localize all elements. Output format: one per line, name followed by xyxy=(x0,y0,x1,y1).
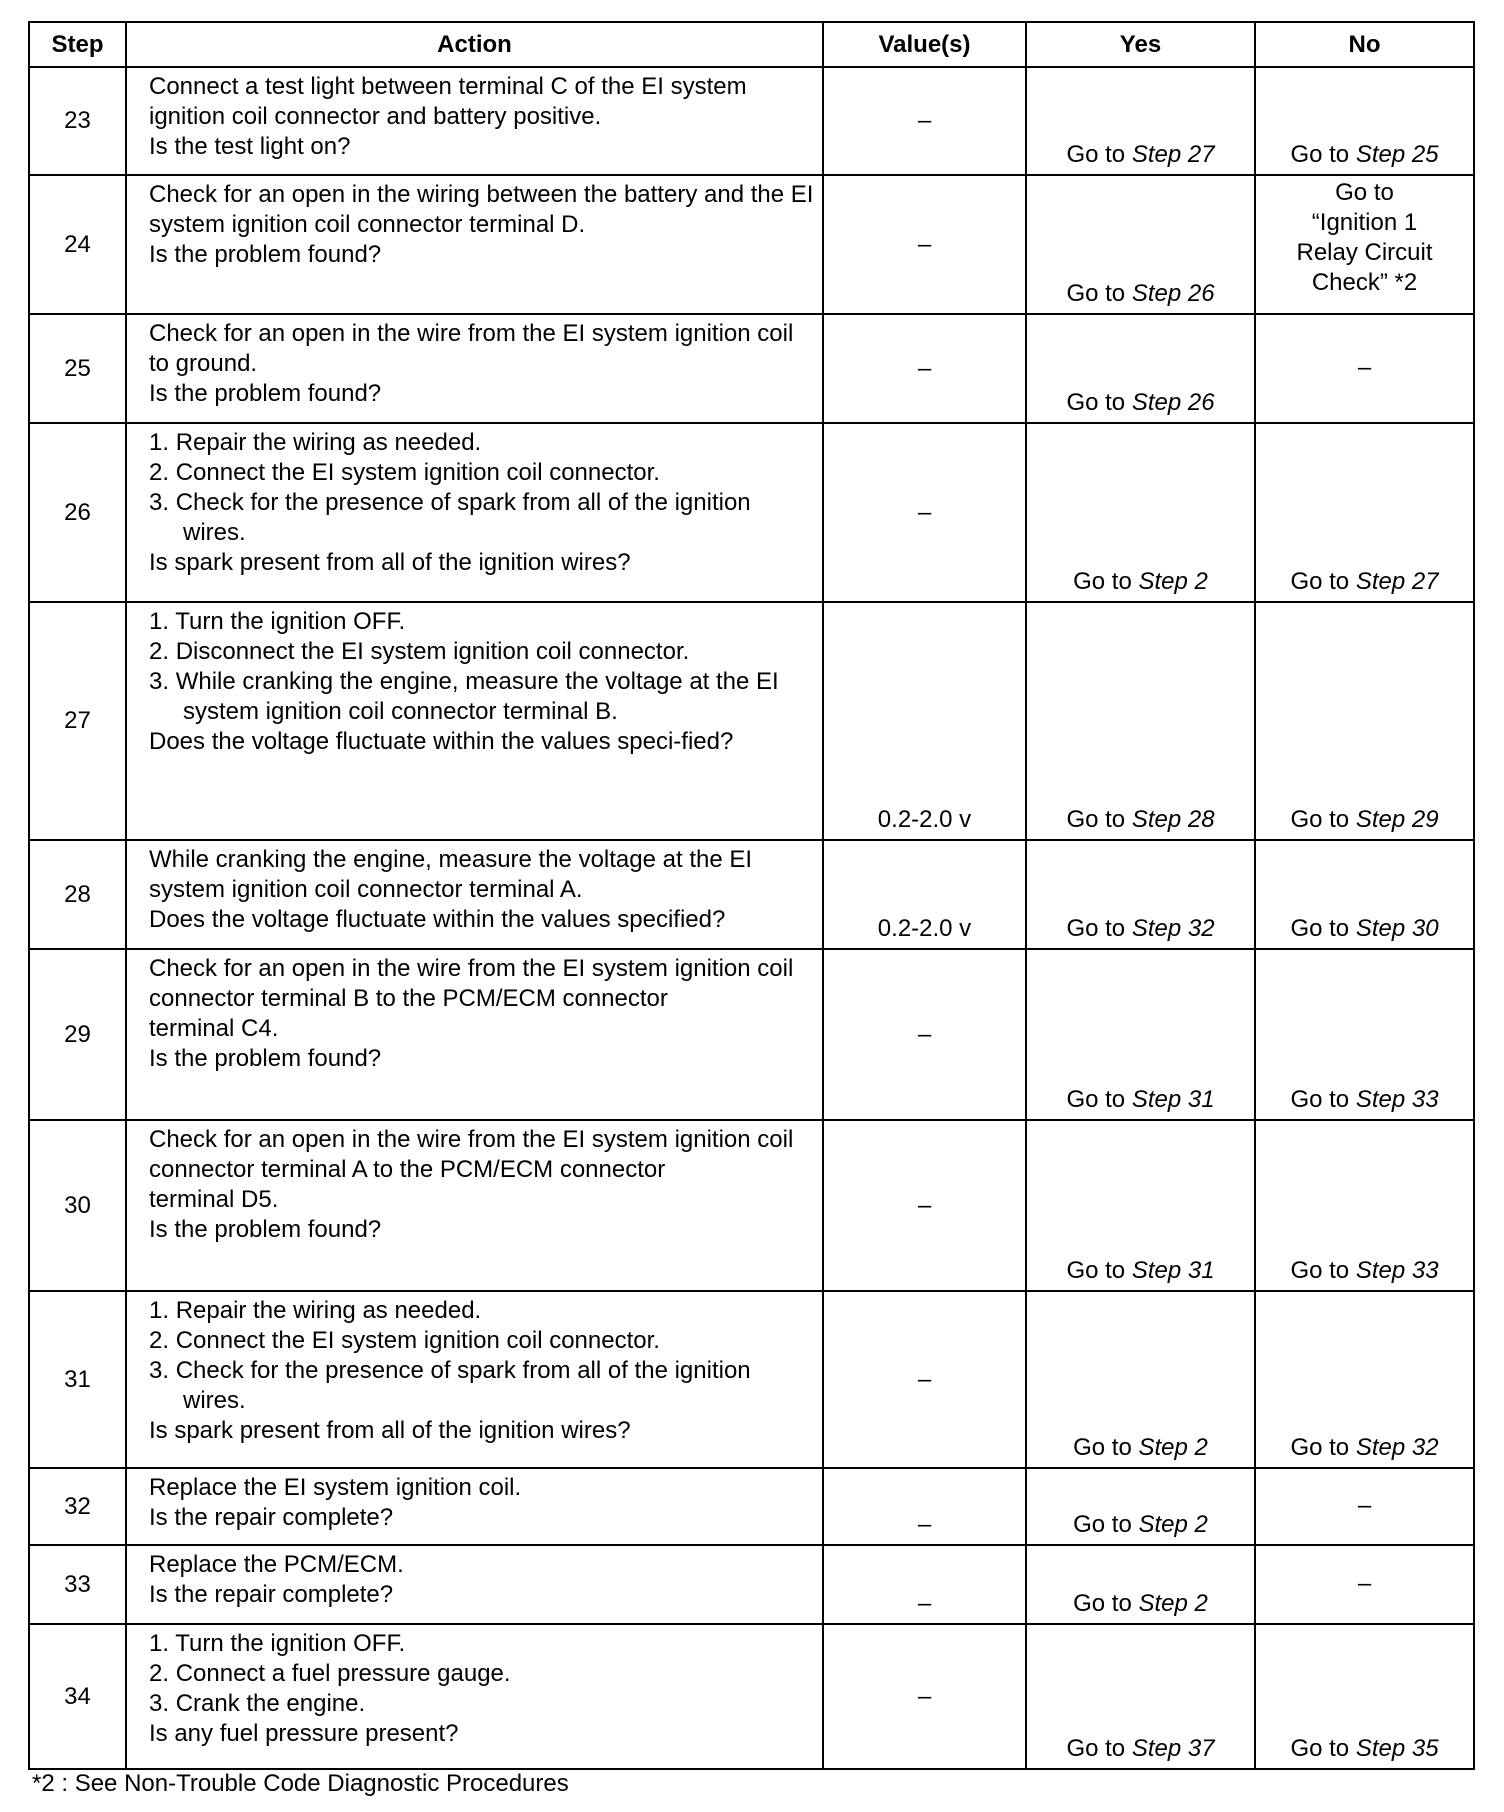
item-number: 3. xyxy=(149,489,170,516)
no-cell: – xyxy=(1255,1468,1474,1545)
step-number: 33 xyxy=(29,1545,126,1624)
step-number: 30 xyxy=(29,1120,126,1291)
action-numbered-item xyxy=(149,1326,816,1356)
goto-step-link[interactable]: Step 26 xyxy=(1131,280,1215,307)
goto-text: Go to xyxy=(1073,1590,1139,1617)
step-number: 27 xyxy=(29,602,126,840)
value-cell: – xyxy=(823,314,1026,423)
no-cell xyxy=(1255,602,1474,840)
action-line: Replace the EI system ignition coil. xyxy=(149,1474,522,1501)
header-no: No xyxy=(1255,22,1474,67)
yes-cell xyxy=(1026,314,1255,423)
action-numbered-item xyxy=(149,1629,816,1659)
no-cell xyxy=(1255,949,1474,1120)
action-line: Replace the PCM/ECM. xyxy=(149,1551,404,1578)
action-numbered-item xyxy=(149,1659,816,1689)
step-number: 23 xyxy=(29,67,126,175)
value-cell: – xyxy=(823,175,1026,314)
action-line: Does the voltage fluctuate within the values speci-fied? xyxy=(149,728,734,755)
no-cell xyxy=(1255,1120,1474,1291)
no-cell: – xyxy=(1255,314,1474,423)
no-line: “Ignition 1 xyxy=(1311,209,1418,236)
action-cell xyxy=(126,1468,823,1545)
table-row xyxy=(29,1120,1474,1291)
goto-step-link[interactable]: Step 33 xyxy=(1355,1257,1439,1284)
no-line: Relay Circuit xyxy=(1296,239,1433,266)
item-number: 2. xyxy=(149,459,170,486)
table-row xyxy=(29,602,1474,840)
goto-step-link[interactable]: Step 25 xyxy=(1355,141,1439,168)
action-line: Check for an open in the wiring between the battery and the EI system ignition coil connector terminal D. xyxy=(149,181,814,238)
step-number: 25 xyxy=(29,314,126,423)
yes-cell xyxy=(1026,1120,1255,1291)
action-cell xyxy=(126,1624,823,1769)
goto-step-link[interactable]: Step 33 xyxy=(1355,1086,1439,1113)
goto-text: Go to xyxy=(1073,1511,1139,1538)
goto-step-link[interactable]: Step 28 xyxy=(1131,806,1215,833)
no-line: Go to xyxy=(1335,179,1394,206)
table-row xyxy=(29,1291,1474,1468)
table-row xyxy=(29,1468,1474,1545)
step-number: 24 xyxy=(29,175,126,314)
no-cell xyxy=(1255,840,1474,949)
item-number: 2. xyxy=(149,1327,170,1354)
action-cell xyxy=(126,314,823,423)
goto-text: Go to xyxy=(1066,280,1132,307)
header-values: Value(s) xyxy=(823,22,1026,67)
action-numbered-item xyxy=(149,667,816,727)
action-cell xyxy=(126,175,823,314)
action-line: Does the voltage fluctuate within the values specified? xyxy=(149,906,726,933)
action-numbered-item xyxy=(149,428,816,458)
goto-text: Go to xyxy=(1290,141,1356,168)
goto-step-link[interactable]: Step 32 xyxy=(1355,1434,1439,1461)
action-line: Is the problem found? xyxy=(149,241,382,268)
header-yes: Yes xyxy=(1026,22,1255,67)
item-text: Connect a fuel pressure gauge. xyxy=(175,1660,511,1687)
goto-step-link[interactable]: Step 31 xyxy=(1131,1086,1215,1113)
yes-cell xyxy=(1026,423,1255,602)
goto-text: Go to xyxy=(1290,915,1356,942)
action-cell xyxy=(126,67,823,175)
goto-step-link[interactable]: Step 31 xyxy=(1131,1257,1215,1284)
item-text: Check for the presence of spark from all of the ignition wires. xyxy=(175,489,751,546)
step-number: 32 xyxy=(29,1468,126,1545)
action-line: Is the problem found? xyxy=(149,380,382,407)
value-cell: – xyxy=(823,423,1026,602)
item-number: 1. xyxy=(149,608,170,635)
no-cell: – xyxy=(1255,1545,1474,1624)
no-cell xyxy=(1255,423,1474,602)
goto-text: Go to xyxy=(1290,1086,1356,1113)
goto-text: Go to xyxy=(1073,1434,1139,1461)
value-cell: – xyxy=(823,1120,1026,1291)
action-line: Is spark present from all of the ignition wires? xyxy=(149,549,631,576)
footnote: *2 : See Non-Trouble Code Diagnostic Procedures xyxy=(32,1770,569,1797)
action-line: terminal D5. xyxy=(149,1186,279,1213)
action-cell xyxy=(126,949,823,1120)
goto-step-link[interactable]: Step 2 xyxy=(1138,1590,1208,1617)
action-numbered-item xyxy=(149,637,816,667)
yes-cell xyxy=(1026,1468,1255,1545)
item-number: 1. xyxy=(149,1630,170,1657)
goto-text: Go to xyxy=(1066,915,1132,942)
item-number: 1. xyxy=(149,1297,170,1324)
goto-text: Go to xyxy=(1066,1257,1132,1284)
item-text: While cranking the engine, measure the voltage at the EI system ignition coil connector terminal B. xyxy=(175,668,779,725)
value-cell: – xyxy=(823,1468,1026,1545)
yes-cell xyxy=(1026,840,1255,949)
value-cell: – xyxy=(823,1545,1026,1624)
table-row xyxy=(29,949,1474,1120)
yes-cell xyxy=(1026,602,1255,840)
goto-text: Go to xyxy=(1290,568,1356,595)
goto-text: Go to xyxy=(1066,141,1132,168)
action-numbered-item xyxy=(149,1689,816,1719)
diagnostic-table xyxy=(28,21,1475,1770)
goto-step-link[interactable]: Step 30 xyxy=(1355,915,1439,942)
no-cell xyxy=(1255,1291,1474,1468)
item-number: 1. xyxy=(149,429,170,456)
action-line: Is the repair complete? xyxy=(149,1581,394,1608)
yes-cell xyxy=(1026,1291,1255,1468)
step-number: 29 xyxy=(29,949,126,1120)
action-cell xyxy=(126,840,823,949)
action-cell xyxy=(126,423,823,602)
item-number: 2. xyxy=(149,1660,170,1687)
goto-text: Go to xyxy=(1290,1434,1356,1461)
item-text: Repair the wiring as needed. xyxy=(175,1297,482,1324)
action-line: Is spark present from all of the ignition wires? xyxy=(149,1417,631,1444)
action-line: Is the problem found? xyxy=(149,1216,382,1243)
table-row xyxy=(29,67,1474,175)
no-line: Check” *2 xyxy=(1311,269,1418,296)
value-cell: – xyxy=(823,1624,1026,1769)
action-line: Is the repair complete? xyxy=(149,1504,394,1531)
goto-text: Go to xyxy=(1290,806,1356,833)
action-line: Check for an open in the wire from the EI system ignition coil connector terminal A to the PCM/ECM connector xyxy=(149,1126,794,1183)
value-cell: 0.2-2.0 v xyxy=(823,602,1026,840)
table-row xyxy=(29,1545,1474,1624)
step-number: 31 xyxy=(29,1291,126,1468)
item-text: Crank the engine. xyxy=(175,1690,366,1717)
goto-step-link[interactable]: Step 32 xyxy=(1131,915,1215,942)
value-cell: – xyxy=(823,949,1026,1120)
action-numbered-item xyxy=(149,488,816,548)
no-cell xyxy=(1255,67,1474,175)
goto-step-link[interactable]: Step 29 xyxy=(1355,806,1439,833)
item-text: Check for the presence of spark from all of the ignition wires. xyxy=(175,1357,751,1414)
action-numbered-item xyxy=(149,1356,816,1416)
goto-step-link[interactable]: Step 2 xyxy=(1138,1434,1208,1461)
action-cell xyxy=(126,602,823,840)
yes-cell xyxy=(1026,175,1255,314)
goto-step-link[interactable]: Step 27 xyxy=(1355,568,1439,595)
action-cell xyxy=(126,1291,823,1468)
value-cell: – xyxy=(823,67,1026,175)
action-numbered-item xyxy=(149,458,816,488)
table-row xyxy=(29,175,1474,314)
goto-step-link[interactable]: Step 2 xyxy=(1138,568,1208,595)
step-number: 26 xyxy=(29,423,126,602)
goto-step-link[interactable]: Step 37 xyxy=(1131,1735,1215,1762)
item-text: Connect the EI system ignition coil connector. xyxy=(175,459,660,486)
item-text: Disconnect the EI system ignition coil connector. xyxy=(175,638,690,665)
item-number: 3. xyxy=(149,668,170,695)
goto-text: Go to xyxy=(1066,389,1132,416)
goto-text: Go to xyxy=(1066,1735,1132,1762)
item-text: Turn the ignition OFF. xyxy=(175,608,406,635)
yes-cell xyxy=(1026,949,1255,1120)
action-line: Is the test light on? xyxy=(149,133,351,160)
action-cell xyxy=(126,1545,823,1624)
goto-text: Go to xyxy=(1066,1086,1132,1113)
step-number: 34 xyxy=(29,1624,126,1769)
goto-step-link[interactable]: Step 27 xyxy=(1131,141,1215,168)
goto-text: Go to xyxy=(1290,1735,1356,1762)
action-cell xyxy=(126,1120,823,1291)
yes-cell xyxy=(1026,1624,1255,1769)
step-number: 28 xyxy=(29,840,126,949)
item-text: Connect the EI system ignition coil connector. xyxy=(175,1327,660,1354)
action-line: Connect a test light between terminal C of the EI system ignition coil connector and battery positive. xyxy=(149,73,747,130)
yes-cell xyxy=(1026,67,1255,175)
goto-step-link[interactable]: Step 2 xyxy=(1138,1511,1208,1538)
action-numbered-item xyxy=(149,1296,816,1326)
table-row xyxy=(29,840,1474,949)
goto-text: Go to xyxy=(1073,568,1139,595)
goto-step-link[interactable]: Step 35 xyxy=(1355,1735,1439,1762)
item-text: Repair the wiring as needed. xyxy=(175,429,482,456)
value-cell: – xyxy=(823,1291,1026,1468)
header-action: Action xyxy=(126,22,823,67)
yes-cell xyxy=(1026,1545,1255,1624)
header-row xyxy=(29,22,1474,67)
action-line: Check for an open in the wire from the EI system ignition coil to ground. xyxy=(149,320,794,377)
item-number: 3. xyxy=(149,1690,170,1717)
item-text: Turn the ignition OFF. xyxy=(175,1630,406,1657)
action-line: Is any fuel pressure present? xyxy=(149,1720,459,1747)
header-step: Step xyxy=(29,22,126,67)
table-row xyxy=(29,1624,1474,1769)
goto-text: Go to xyxy=(1290,1257,1356,1284)
no-cell xyxy=(1255,1624,1474,1769)
item-number: 3. xyxy=(149,1357,170,1384)
no-cell xyxy=(1255,175,1474,314)
action-line: Check for an open in the wire from the EI system ignition coil connector terminal B to the PCM/ECM connector xyxy=(149,955,794,1012)
item-number: 2. xyxy=(149,638,170,665)
table-row xyxy=(29,423,1474,602)
value-cell: 0.2-2.0 v xyxy=(823,840,1026,949)
goto-text: Go to xyxy=(1066,806,1132,833)
table-row xyxy=(29,314,1474,423)
action-line: While cranking the engine, measure the voltage at the EI system ignition coil connector terminal A. xyxy=(149,846,753,903)
action-line: Is the problem found? xyxy=(149,1045,382,1072)
goto-step-link[interactable]: Step 26 xyxy=(1131,389,1215,416)
action-line: terminal C4. xyxy=(149,1015,279,1042)
action-numbered-item xyxy=(149,607,816,637)
